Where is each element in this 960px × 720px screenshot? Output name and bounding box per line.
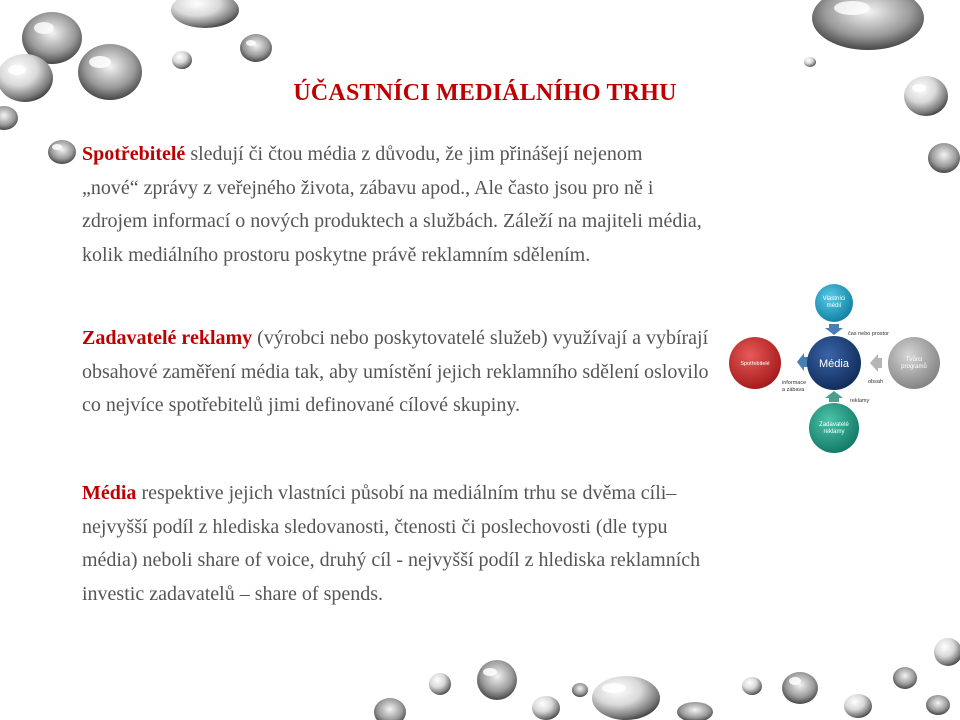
node-media-label: Média	[819, 358, 849, 370]
term-consumers: Spotřebitelé	[82, 143, 186, 165]
arrow-down-icon	[825, 324, 843, 335]
term-media: Média	[82, 482, 137, 504]
node-consumers-label: Spotřebitelé	[740, 361, 770, 367]
node-program-creators	[888, 337, 940, 389]
node-advertisers-label-line2: reklamy	[823, 429, 845, 435]
node-advertisers-label-line1: Zadavatelé	[819, 422, 849, 428]
arrow-label-ads: reklamy	[850, 398, 870, 404]
arrow-left-icon	[797, 353, 808, 371]
arrow-label-content: obsah	[868, 379, 883, 385]
paragraph-media-text: respektive jejich vlastníci působí na mediálním trhu se dvěma cíli– nejvyšší podíl z hlediska sledovanosti, čtenosti či poslechovosti (dle typu média) neboli share of voice, druhý cíl - nejvyšší podíl z hlediska reklamních investic zadavatelů – share of spends.	[82, 482, 701, 605]
arrow-label-info-line2: a zábava	[782, 387, 805, 393]
arrow-up-icon	[825, 391, 843, 402]
arrow-label-time-space: čas nebo prostor	[848, 331, 889, 337]
node-media-owners-label-line2: médií	[826, 303, 842, 309]
paragraph-media	[82, 477, 722, 611]
paragraph-advertisers	[82, 322, 712, 423]
term-advertisers: Zadavatelé reklamy	[82, 327, 253, 349]
node-program-creators-label-line1: Tvůrci	[905, 357, 923, 363]
node-advertisers	[809, 403, 859, 453]
node-program-creators-label-line2: programů	[901, 364, 927, 370]
arrow-left-icon	[870, 354, 882, 372]
paragraph-consumers	[82, 138, 702, 272]
arrow-label-info-line1: informace	[782, 380, 807, 386]
paragraph-consumers-text: sledují či čtou média z důvodu, že jim přinášejí nejenom „nové“ zprávy z veřejného života, zábavu apod., Ale často jsou pro ně i zdrojem informací o nových produktech a službách. Záleží na majiteli média, kolik mediálního prostoru poskytne právě reklamním sdělením.	[82, 143, 702, 266]
paragraph-advertisers-text: (výrobci nebo poskytovatelé služeb) využívají a vybírají obsahové zaměření média tak, aby umístění jejich reklamního sdělení oslovilo co nejvíce spotřebitelů jimi definované cílové skupiny.	[82, 327, 709, 416]
node-media-owners-label-line1: Vlastníci	[822, 296, 846, 302]
slide-title: ÚČASTNÍCI MEDIÁLNÍHO TRHU	[293, 80, 677, 106]
media-market-diagram	[728, 284, 944, 454]
